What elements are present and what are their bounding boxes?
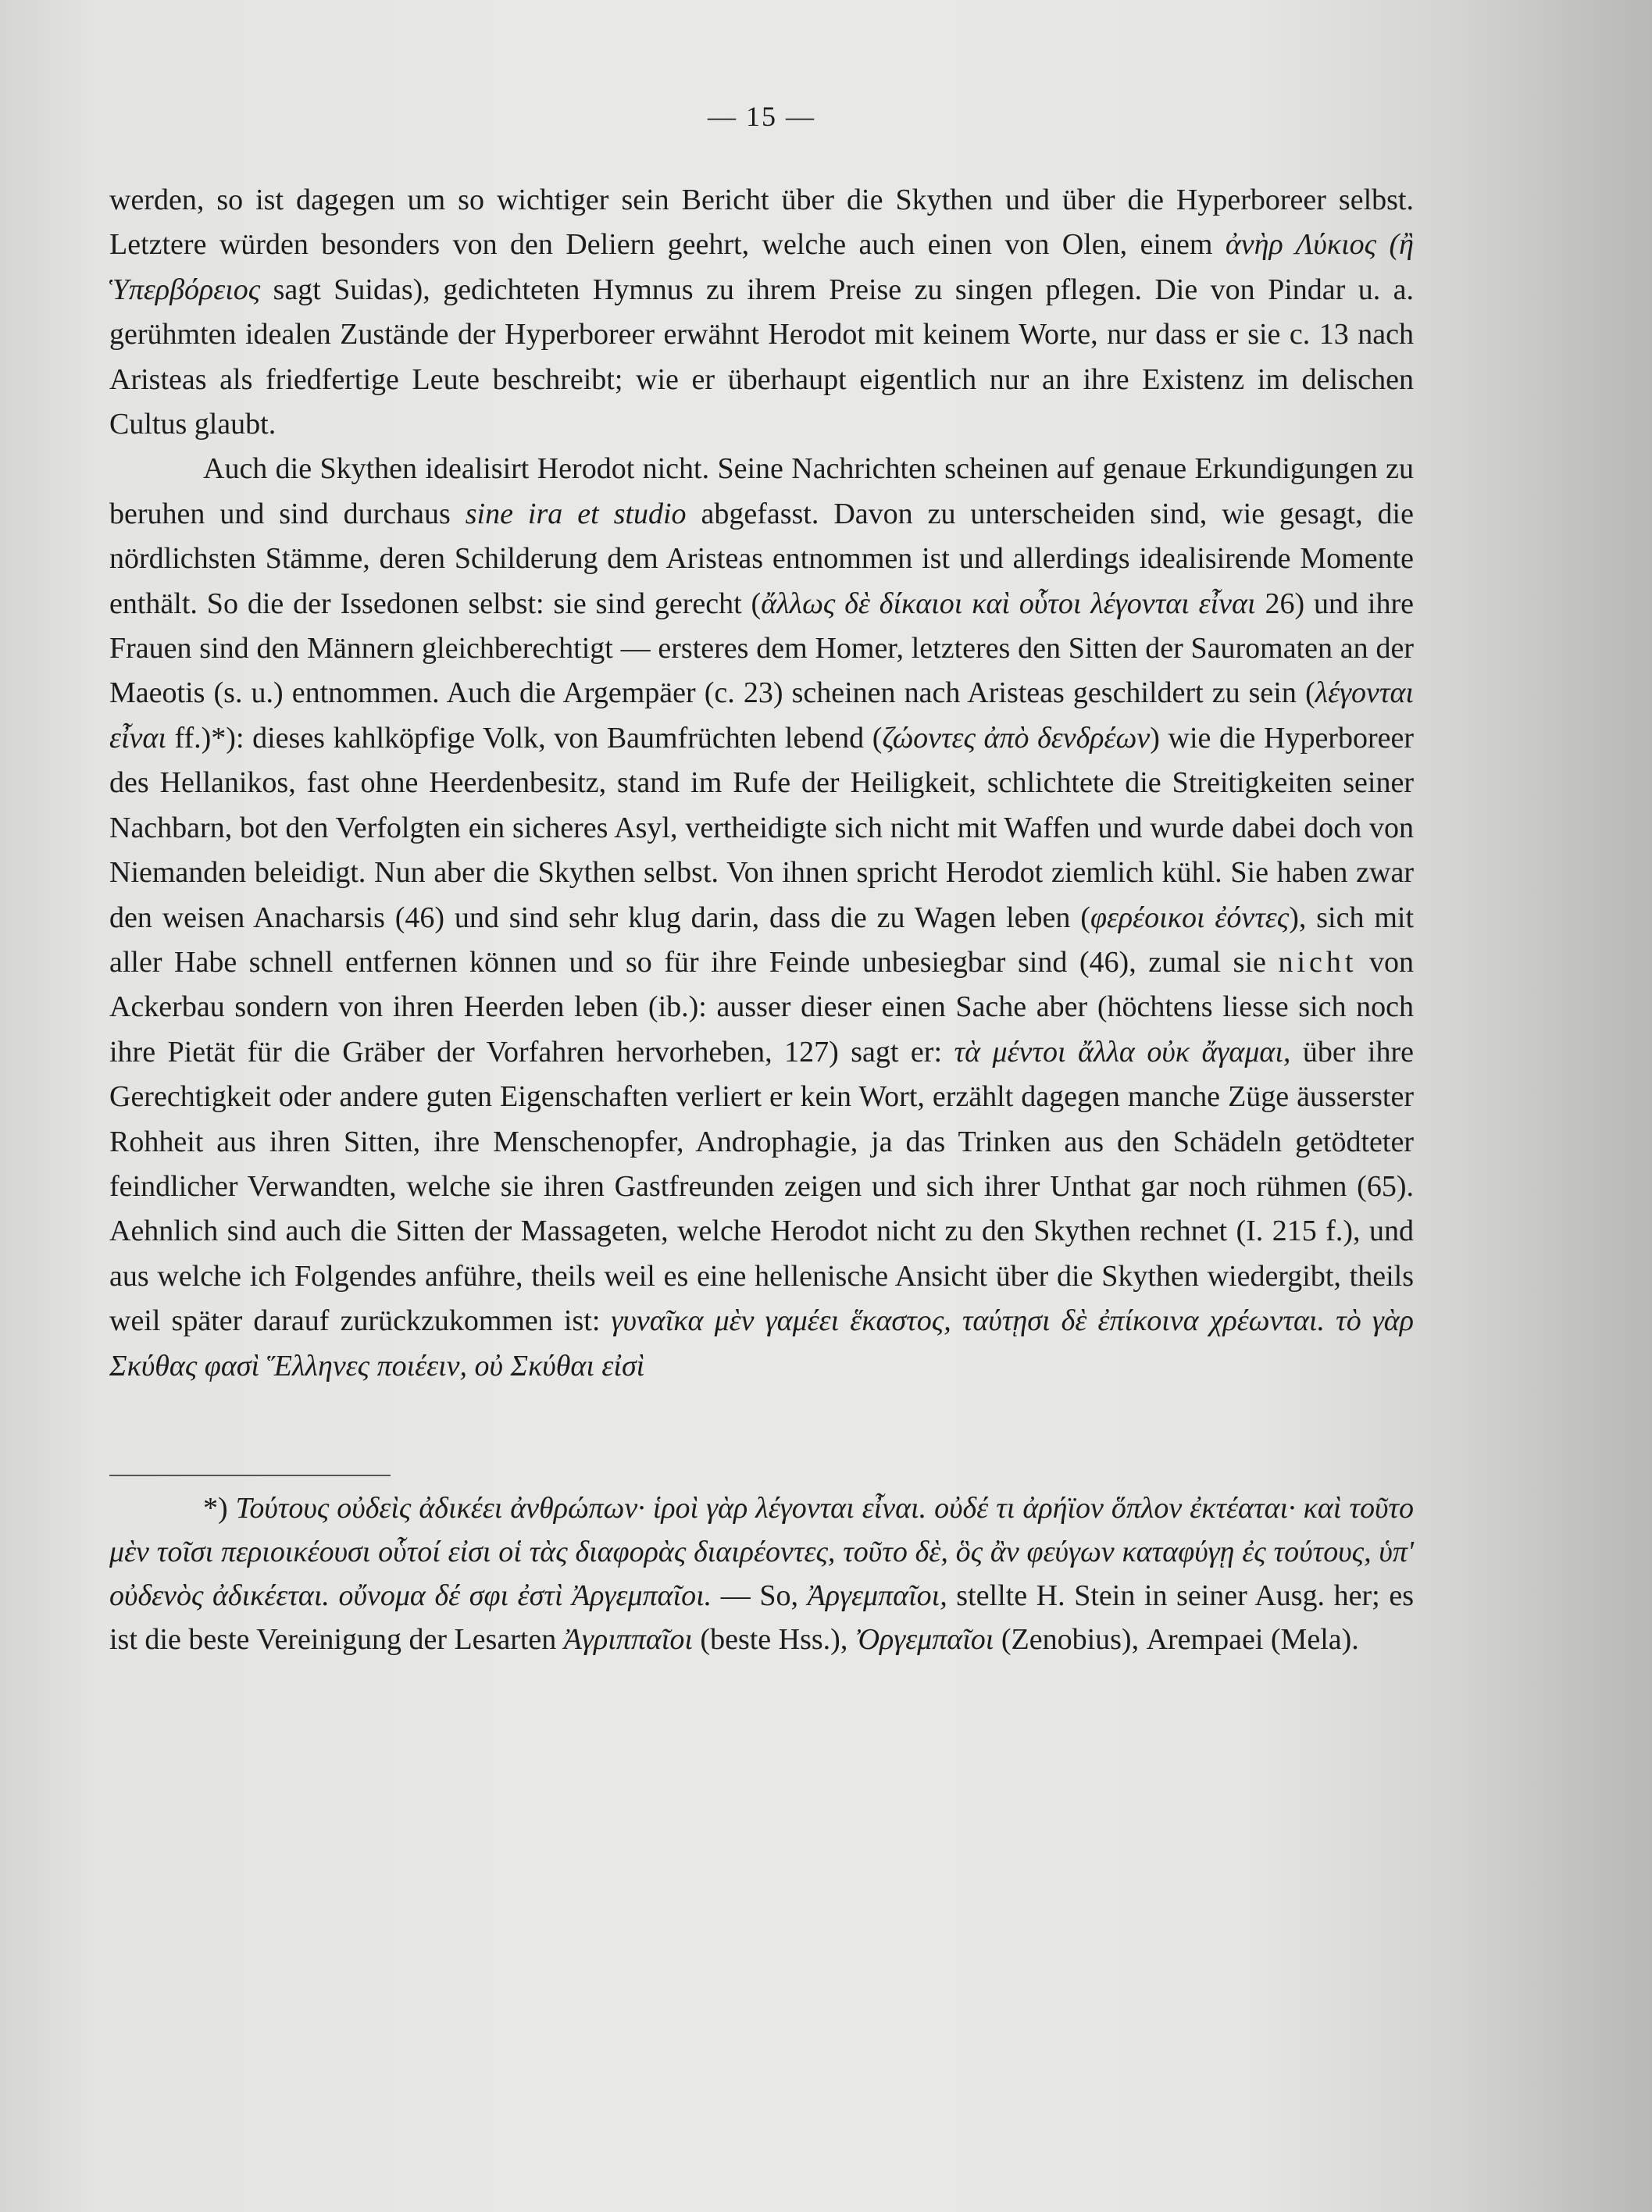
footnote [109,1486,1414,1661]
body-paragraph [109,447,1414,1389]
greek-quote: ζώοντες ἀπὸ δενδρέων [882,721,1151,755]
text-run: werden, so ist dagegen um so wichtiger sein Bericht über die Skythen und über die Hyperboreer selbst. Letztere würden besonders von den Deliern geehrt, welche auch einen von Olen, einem [109,184,1414,262]
text-run: von Ackerbau sondern von ihren Heerden leben (ib.): ausser dieser einen Sache aber (höchtens liesse sich noch ihre Pietät für die Gräber der Vorfahren hervorheben, 127) sagt er: [109,945,1414,1069]
greek-quote: λέγονται εἶναι [109,676,1414,755]
greek-quote: Ἀργεμπαῖοι, [807,1579,947,1612]
body-text [109,178,1414,1389]
text-run: ff.)*): dieses kahlköpfige Volk, von Baumfrüchten lebend ( [166,721,883,755]
greek-quote: τὰ μέντοι ἄλλα οὐκ ἄγαμαι, [954,1035,1291,1069]
text-run: — So, [712,1579,808,1612]
text-run: 26) und ihre Frauen sind den Männern gleichberechtigt — ersteres dem Homer, letzteres den Sitten der Sauromaten an der Maeotis (s. u.) entnommen. Auch die Argempäer (c. 23) scheinen nach Aristeas geschildert zu sein ( [109,587,1414,710]
greek-quote: ἀνὴρ Λύκιος (ἢ Ὑπερβόρειος [109,228,1414,306]
body-paragraph [109,178,1414,447]
spaced-text: nicht [1278,945,1358,979]
footnote-separator [109,1475,391,1476]
text-run: (Zenobius), Arempaei (Mela). [994,1623,1359,1656]
greek-quote: φερέοικοι ἐόντες [1090,901,1290,934]
greek-quote: γυναῖκα μὲν γαμέει ἕκαστος, ταύτῃσι δὲ ἐπίκοινα χρέωνται. τὸ γὰρ Σκύθας φασὶ Ἕλληνες ποιέειν, οὐ Σκύθαι εἰσὶ [109,1304,1414,1382]
text-run: Auch die Skythen idealisirt Herodot nicht. Seine Nachrichten scheinen auf genaue Erkundigungen zu beruhen und sind durchaus [109,452,1414,530]
text-run: über ihre Gerechtigkeit oder andere guten Eigenschaften verliert er kein Wort, erzählt dagegen manche Züge äusserster Rohheit aus ihren Sitten, ihre Menschenopfer, Androphagie, ja das Trinken aus den Schädeln getödteter feindlicher Verwandten, welche sie ihren Gastfreunden zeigen und sich ihrer Unthat gar noch rühmen (65). Aehnlich sind auch die Sitten der Massageten, welche Herodot nicht zu den Skythen rechnet (I. 215 f.), und aus welche ich Folgendes anführe, theils weil es eine hellenische Ansicht über die Skythen wiedergibt, theils weil später darauf zurückzukommen ist: [109,1035,1414,1338]
text-run: ), sich mit aller Habe schnell entfernen können und so für ihre Feinde unbesiegbar sind (46), zumal sie [109,901,1414,979]
emphasis-text: sine ira et studio [465,497,687,530]
greek-quote: ἄλλως δὲ δίκαιοι καὶ οὗτοι λέγονται εἶναι [761,587,1256,620]
text-run: *) [203,1492,236,1525]
text-run: (beste Hss.), [692,1623,855,1656]
page-edge-shadow [1449,0,1652,2212]
greek-quote: Ὀργεμπαῖοι [855,1623,994,1656]
text-run: sagt Suidas), gedichteten Hymnus zu ihrem Preise zu singen pflegen. Die von Pindar u. a. gerühmten idealen Zustände der Hyperboreer erwähnt Herodot mit keinem Worte, nur dass er sie c. 13 nach Aristeas als friedfertige Leute beschreibt; wie er überhaupt eigentlich nur an ihre Existenz im delischen Cultus glaubt. [109,273,1414,441]
greek-quote: Ἀγριππαῖοι [563,1623,693,1656]
text-run: abgefasst. Davon zu unterscheiden sind, wie gesagt, die nördlichsten Stämme, deren Schilderung dem Aristeas entnommen ist und allerdings idealisirende Momente enthält. So die der Issedonen selbst: sie sind gerecht ( [109,497,1414,620]
text-run: ) wie die Hyperboreer des Hellanikos, fast ohne Heerdenbesitz, stand im Rufe der Heiligkeit, schlichtete die Streitigkeiten seiner Nachbarn, bot den Verfolgten ein sicheres Asyl, vertheidigte sich nicht mit Waffen und wurde dabei doch von Niemanden beleidigt. Nun aber die Skythen selbst. Von ihnen spricht Herodot ziemlich kühl. Sie haben zwar den weisen Anacharsis (46) und sind sehr klug darin, dass die zu Wagen leben ( [109,721,1415,934]
text-run: stellte H. Stein in seiner Ausg. her; es ist die beste Vereinigung der Lesarten [109,1579,1414,1656]
page-number: — 15 — [708,101,815,132]
greek-quote: Τούτους οὐδεὶς ἀδικέει ἀνθρώπων· ἱροὶ γὰρ λέγονται εἶναι. οὐδέ τι ἀρήϊον ὅπλον ἐκτέαται· καὶ τοῦτο μὲν τοῖσι περιοικέουσι οὗτοί εἰσι οἱ τὰς διαφορὰς διαιρέοντες, τοῦτο δὲ, ὃς ἂν φεύγων καταφύγῃ ἐς τούτους, ὑπ' οὐδενὸς ἀδικέεται. οὔνομα δέ σφι ἐστὶ Ἀργεμπαῖοι. [109,1492,1414,1612]
footnote-paragraph [109,1486,1414,1661]
